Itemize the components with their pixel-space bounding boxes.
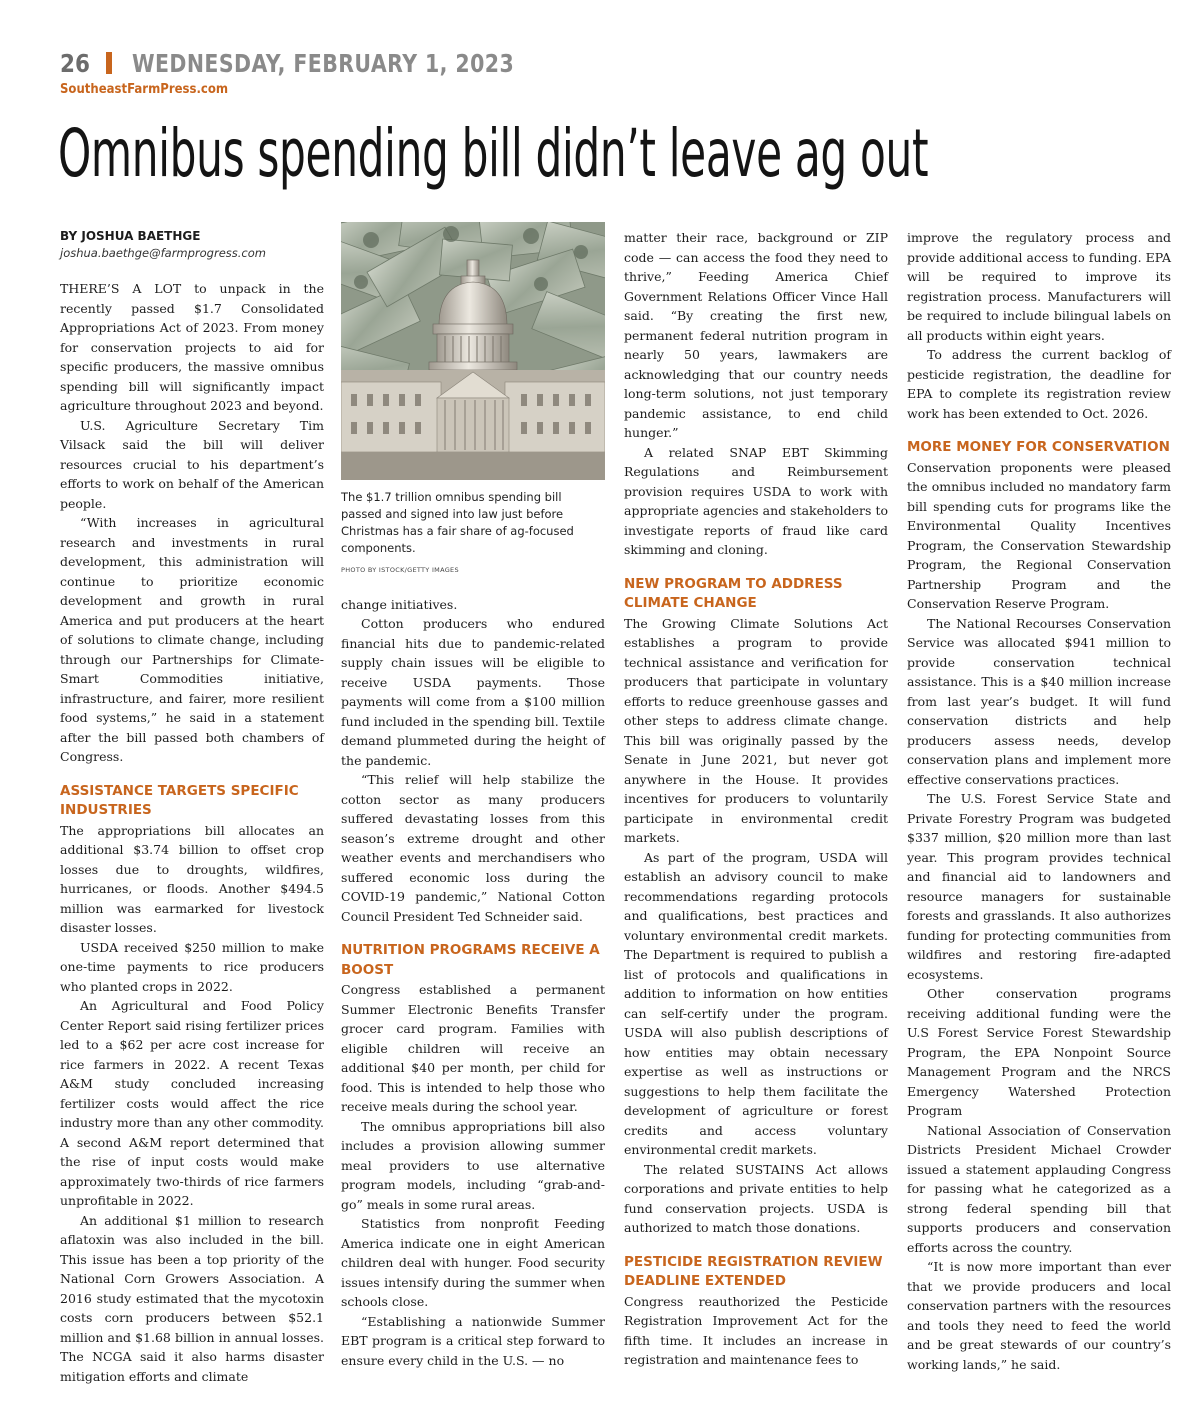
author-email[interactable]: joshua.baethge@farmprogress.com <box>60 246 266 260</box>
masthead-divider <box>106 52 112 74</box>
paragraph: change initiatives. <box>341 596 458 612</box>
paragraph: Statistics from nonprofit Feeding America indicate one in eight American children deal with hunger. Food security issues intensify during the summer when schools close. <box>341 1216 605 1309</box>
paragraph: Conservation proponents were pleased the omnibus included no mandatory farm bill spending cuts for programs like the Environmental Quality Incentives Program, the Conservation Stewardship Program, the Regional Conservation Partnership Program and the Conservation Reserve Program. <box>907 459 1171 611</box>
paragraph: Cotton producers who endured financial hits due to pandemic-related supply chain issues will be eligible to receive USDA payments. Those payments will come from a $100 million fund included in the spending bill. Textile demand plummeted during the height of the pandemic. <box>341 616 605 768</box>
page-number: 26 <box>60 48 90 78</box>
paragraph: “Establishing a nationwide Summer EBT program is a critical step forward to ensure every child in the U.S. — no <box>341 1313 605 1368</box>
paragraph: As part of the program, USDA will establish an advisory council to make recommendations regarding protocols and qualifications, best practices and voluntary environmental credit markets. The Department is required to publish a list of protocols and qualifications in addition to information on how entities can self-certify under the program. USDA will also publish descriptions of how entities may obtain necessary expertise as well as instructions or suggestions to help them facilitate the development of agriculture or forest credits and access voluntary environmental credit markets. <box>624 849 888 1157</box>
paragraph: Other conservation programs receiving additional funding were the U.S Forest Service Forest Stewardship Program, the EPA Nonpoint Source Management Program and the NRCS Emergency Watershed Protection Program <box>907 986 1171 1118</box>
paragraph: improve the regulatory process and provide additional access to funding. EPA will be required to improve its registration process. Manufacturers will be required to include bilingual labels on all products within eight years. <box>907 230 1171 343</box>
issue-date: WEDNESDAY, FEBRUARY 1, 2023 <box>132 48 515 78</box>
headline: Omnibus spending bill didn’t leave ag out <box>58 115 929 192</box>
section-heading: NEW PROGRAM TO ADDRESS CLIMATE CHANGE <box>624 575 843 611</box>
paragraph: The omnibus appropriations bill also includes a provision allowing summer meal providers to use alternative program models, including “grab-and-go” meals in some rural areas. <box>341 1118 605 1212</box>
section-heading: MORE MONEY FOR CONSERVATION <box>907 439 1170 455</box>
paragraph: The appropriations bill allocates an additional $3.74 billion to offset crop losses due to droughts, wildfires, hurricanes, or floods. Another $494.5 million was earmarked for livestock disaster losses. <box>60 822 324 935</box>
paragraph: “It is now more important than ever that we provide producers and local conservation partners with the resources and tools they need to feed the world and be great stewards of our country’s working lands,” he said. <box>907 1259 1171 1372</box>
column-4 <box>907 228 1171 1374</box>
paragraph: THERE’S A LOT to unpack in the recently passed $1.7 Consolidated Appropriations Act of 2023. From money for conservation projects to aid for specific producers, the massive omnibus spending bill will significantly impact agriculture throughout 2023 and beyond. <box>60 281 324 413</box>
masthead <box>60 46 598 80</box>
paragraph: The Growing Climate Solutions Act establishes a program to provide technical assistance and verification for producers that participate in voluntary efforts to reduce greenhouse gasses and other steps to address climate change. This bill was originally passed by the Senate in June 2021, but never got anywhere in the House. It provides incentives for producers to voluntarily participate in environmental credit markets. <box>624 615 888 845</box>
section-heading: ASSISTANCE TARGETS SPECIFIC INDUSTRIES <box>60 782 299 818</box>
paragraph: matter their race, background or ZIP code — can access the food they need to thrive,” Feeding America Chief Government Relations Officer Vince Hall said. “By creating the first new, permanent federal nutrition program in nearly 50 years, lawmakers are acknowledging that our country needs long-term solutions, not just temporary pandemic assistance, to end child hunger.” <box>624 230 888 440</box>
paragraph: To address the current backlog of pesticide registration, the deadline for EPA to complete its registration review work has been extended to Oct. 2026. <box>907 347 1171 421</box>
byline: BY JOSHUA BAETHGE <box>60 229 201 243</box>
paragraph: Congress established a permanent Summer Electronic Benefits Transfer grocer card program. Families with eligible children will receive an additional $40 per month, per child for food. This is intended to help those who receive meals during the school year. <box>341 982 605 1114</box>
section-heading: PESTICIDE REGISTRATION REVIEW DEADLINE EXTENDED <box>624 1253 883 1289</box>
column-3 <box>624 228 888 1370</box>
paragraph: “With increases in agricultural research and investments in rural development, this administration will continue to prioritize economic development and growth in rural America and put producers at the heart of solutions to climate change, including through our Partnerships for Climate-Smart Commodities initiative, infrastructure, and fairer, more resilient food systems,” he said in a statement after the bill passed both chambers of Congress. <box>60 515 324 764</box>
paragraph: “This relief will help stabilize the cotton sector as many producers suffered devastating losses from this season’s extreme drought and other weather events and merchandisers who suffered economic loss during the COVID-19 pandemic,” National Cotton Council President Ted Schneider said. <box>341 772 605 924</box>
paragraph: An Agricultural and Food Policy Center Report said rising fertilizer prices led to a $62 per acre cost increase for rice farmers in 2022. A recent Texas A&M study concluded increasing fertilizer costs would affect the rice industry more than any other commodity. A second A&M report determined that the rise of input costs would make approximately two-thirds of rice farmers unprofitable in 2022. <box>60 998 324 1208</box>
paragraph: An additional $1 million to research aflatoxin was also included in the bill. This issue has been a top priority of the National Corn Growers Association. A 2016 study estimated that the mycotoxin costs corn producers between $52.1 million and $1.68 billion in annual losses. The NCGA said it also harms disaster mitigation efforts and climate <box>60 1212 324 1384</box>
column-2 <box>341 222 605 1370</box>
paragraph: A related SNAP EBT Skimming Regulations and Reimbursement provision requires USDA to work with appropriate agencies and stakeholders to investigate reports of fraud like card skimming and cloning. <box>624 444 888 557</box>
photo-caption: The $1.7 trillion omnibus spending bill passed and signed into law just before Christmas has a fair share of ag-focused components. <box>341 490 574 555</box>
section-heading: NUTRITION PROGRAMS RECEIVE A BOOST <box>341 942 600 978</box>
paragraph: National Association of Conservation Districts President Michael Crowder issued a statement applauding Congress for passing what he categorized as a strong federal spending bill that supports producers and conservation efforts across the country. <box>907 1122 1171 1255</box>
site-name[interactable]: SoutheastFarmPress.com <box>60 82 229 97</box>
paragraph: U.S. Agriculture Secretary Tim Vilsack said the bill will deliver resources crucial to his department’s efforts to work on behalf of the American people. <box>60 417 324 511</box>
paragraph: The National Recourses Conservation Service was allocated $941 million to provide conservation technical assistance. This is a $40 million increase from last year’s budget. It will fund conservation districts and help producers assess needs, develop conservation plans and implement more effective conservations practices. <box>907 615 1171 787</box>
paragraph: The U.S. Forest Service State and Private Forestry Program was budgeted $337 million, $20 million more than last year. This program provides technical and financial aid to landowners and resource managers for sustainable forests and grasslands. It also authorizes funding for protecting communities from wildfires and restoring fire-adapted ecosystems. <box>907 791 1171 982</box>
photo-credit: PHOTO BY ISTOCK/GETTY IMAGES <box>341 566 459 574</box>
paragraph: USDA received $250 million to make one-time payments to rice producers who planted crops in 2022. <box>60 939 324 994</box>
capitol-photo <box>341 222 605 480</box>
paragraph: Congress reauthorized the Pesticide Registration Improvement Act for the fifth time. It includes an increase in registration and maintenance fees to <box>624 1293 888 1367</box>
column-1 <box>60 228 324 1386</box>
paragraph: The related SUSTAINS Act allows corporations and private entities to help fund conservation projects. USDA is authorized to match those donations. <box>624 1161 888 1235</box>
